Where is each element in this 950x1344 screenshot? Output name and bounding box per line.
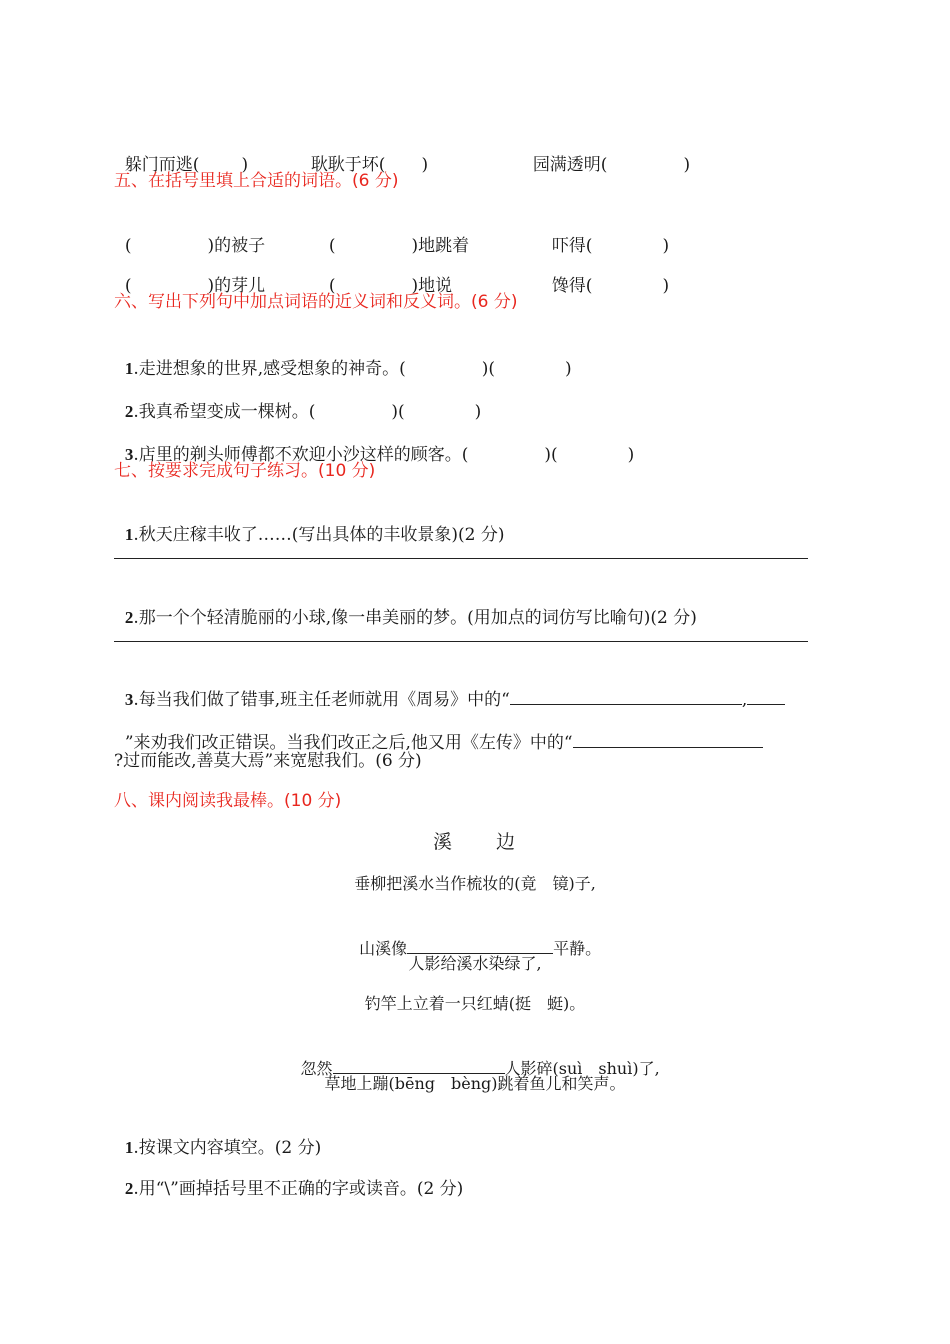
poem-line-3: 人影给溪水染绿了, — [408, 954, 542, 973]
sec7-question-1: 1.秋天庄稼丰收了……(写出具体的丰收景象)(2 分) — [124, 525, 505, 545]
idiom-2-line: 耿耿于坏( ) — [310, 155, 429, 175]
sec6-question-1: 1.走进想象的世界,感受想象的神奇。( )( ) — [124, 359, 572, 379]
blank-zhouyi[interactable] — [510, 687, 742, 705]
poem-line-2: 山溪像 平静。 — [0, 912, 950, 961]
section-7-heading: 七、按要求完成句子练习。(10 分) — [114, 461, 376, 481]
blank-zhouyi-2[interactable] — [747, 687, 785, 705]
poem-line-1: 垂柳把溪水当作梳妆的(竟 镜)子, — [354, 874, 596, 893]
sec8-question-1: 1.按课文内容填空。(2 分) — [124, 1138, 322, 1158]
answer-line-2[interactable] — [114, 641, 808, 642]
idioms-row: 躲门而逃( ) — [124, 155, 249, 175]
section-8-heading: 八、课内阅读我最棒。(10 分) — [114, 791, 342, 811]
sec5-row2-col2: ( )地说 — [328, 276, 453, 296]
sec7-question-3-line1: 3.每当我们做了错事,班主任老师就用《周易》中的“ , — [114, 663, 785, 712]
sec7-question-3-line2: ”来劝我们改正错误。当我们改正之后,他又用《左传》中的“ — [114, 706, 763, 755]
sec7-question-3-line3: ?过而能改,善莫大焉”来宽慰我们。(6 分) — [114, 751, 422, 771]
section-5-heading: 五、在括号里填上合适的词语。(6 分) — [114, 171, 399, 191]
poem-line-5: 忽然 人影碎(suì shuì)了, — [0, 1032, 950, 1081]
answer-line-1[interactable] — [114, 558, 808, 559]
sec6-question-2: 2.我真希望变成一棵树。( )( ) — [124, 402, 482, 422]
section-6-heading: 六、写出下列句中加点词语的近义词和反义词。(6 分) — [114, 292, 518, 312]
idiom-3: 园满透明( — [532, 155, 608, 175]
idiom-3-line: 园满透明( ) — [532, 155, 691, 175]
sec6-question-3: 3.店里的剃头师傅都不欢迎小沙这样的顾客。( )( ) — [124, 445, 635, 465]
idiom-2: 耿耿于坏( — [310, 155, 386, 175]
idiom-1: 躲门而逃( — [124, 155, 200, 175]
poem-line-6: 草地上蹦(bēng bèng)跳着鱼儿和笑声。 — [324, 1074, 626, 1093]
sec8-question-2: 2.用“\”画掉括号里不正确的字或读音。(2 分) — [124, 1179, 464, 1199]
sec5-row1-col2: ( )地跳着 — [328, 236, 470, 256]
blank-zuozhuan[interactable] — [573, 730, 763, 748]
poem-title: 溪 边 — [432, 831, 517, 853]
poem-line-4: 钓竿上立着一只红蜻(挺 蜓)。 — [364, 994, 586, 1013]
sec7-question-2: 2.那一个个轻清脆丽的小球,像一串美丽的梦。(用加点的词仿写比喻句)(2 分) — [124, 608, 697, 628]
sec5-row2-col3: 馋得( ) — [551, 276, 670, 296]
sec5-row2-col1: ( )的芽儿 — [124, 276, 266, 296]
sec5-row1-col1: ( )的被子 — [124, 236, 266, 256]
sec5-row1-col3: 吓得( ) — [551, 236, 670, 256]
